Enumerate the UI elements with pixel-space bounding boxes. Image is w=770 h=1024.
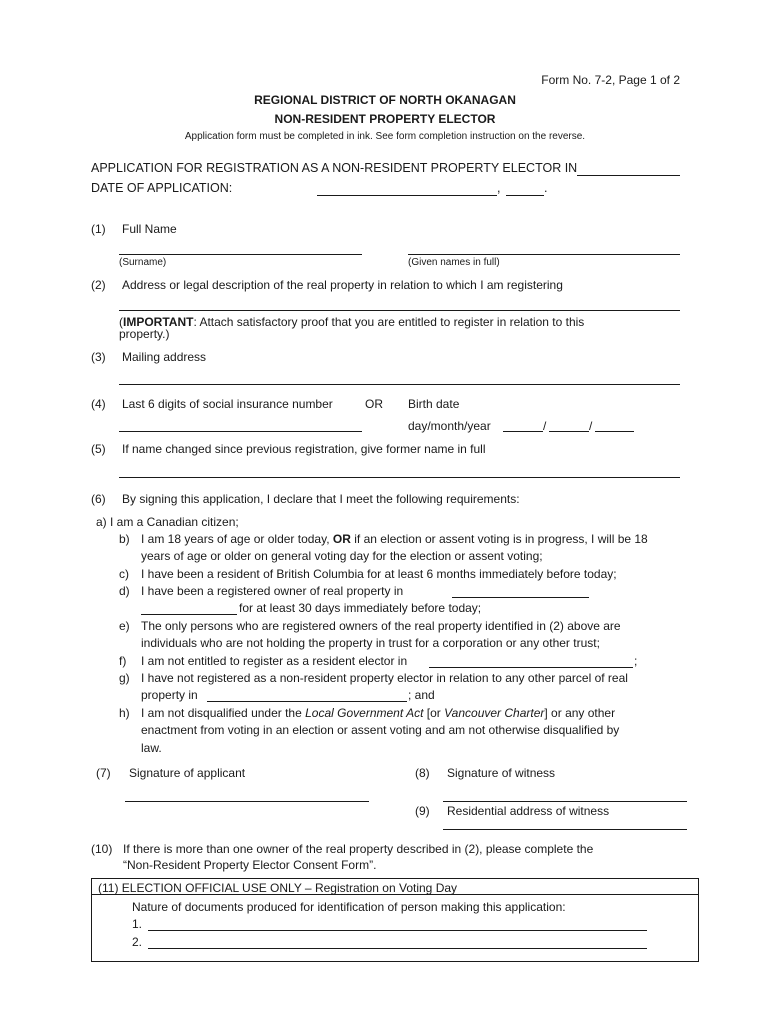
requirement-d: I have been a registered owner of real property in [141,584,404,598]
ink-instruction: Application form must be completed in ink. See form completion instruction on the reverse. [184,131,586,142]
requirement-d-letter: d) [119,584,130,598]
sin-field[interactable] [119,431,362,432]
witness-signature-label: Signature of witness [447,766,556,780]
application-title: APPLICATION FOR REGISTRATION AS A NON-RESIDENT PROPERTY ELECTOR IN [91,161,578,175]
property-address-field[interactable] [119,310,680,311]
section-9-number: (9) [415,804,430,818]
section-10-number: (10) [91,842,113,856]
section-7-number: (7) [96,766,111,780]
requirement-e: The only persons who are registered owners of the real property identified in (2) above are [141,619,621,633]
section-8-number: (8) [415,766,430,780]
birth-slash-2: / [589,419,593,433]
or-label: OR [365,397,383,411]
declaration-label: By signing this application, I declare that I meet the following requirements: [122,492,520,506]
requirement-h-letter: h) [119,706,130,720]
section-1-number: (1) [91,222,106,236]
requirement-h-end: law. [141,741,162,755]
identification-documents-label: Nature of documents produced for identification of person making this application: [132,900,566,914]
surname-caption: (Surname) [119,257,167,268]
form-title: NON-RESIDENT PROPERTY ELECTOR [274,112,496,126]
requirement-d-cont: for at least 30 days immediately before today; [239,601,482,615]
birth-slash-1: / [543,419,547,433]
requirement-g-letter: g) [119,671,130,685]
requirement-b-letter: b) [119,532,130,546]
property-address-label: Address or legal description of the real property in relation to which I am registering [122,278,563,292]
requirement-h-cont: enactment from voting in an election or assent voting and am not otherwise disqualified by [141,723,620,737]
witness-address-label: Residential address of witness [447,804,610,818]
former-name-field[interactable] [119,477,680,478]
mailing-address-label: Mailing address [122,350,207,364]
document-1-number: 1. [132,917,143,931]
document-1-field[interactable] [148,930,647,931]
applicant-signature-label: Signature of applicant [129,766,246,780]
requirement-f-end: ; [634,654,638,668]
full-name-label: Full Name [122,222,177,236]
date-year-field[interactable] [506,195,544,196]
requirement-g-end: ; and [408,688,435,702]
requirement-g: I have not registered as a non-resident property elector in relation to any other parcel of real [141,671,628,685]
election-official-header: (11) ELECTION OFFICIAL USE ONLY – Registration on Voting Day [98,881,458,895]
section-5-number: (5) [91,442,106,456]
given-names-caption: (Given names in full) [408,257,500,268]
birth-year-field[interactable] [595,431,634,432]
birth-date-label: Birth date [408,397,460,411]
owner-jurisdiction-field[interactable] [452,597,589,598]
consent-form-reference: “Non-Resident Property Elector Consent Form”. [123,858,377,872]
requirement-g-cont: property in [141,688,198,702]
other-parcel-field[interactable] [207,701,407,702]
section-4-number: (4) [91,397,106,411]
requirement-e-letter: e) [119,619,130,633]
document-2-field[interactable] [148,948,647,949]
requirement-c: I have been a resident of British Columbia for at least 6 months immediately before today; [141,567,617,581]
mailing-address-field[interactable] [119,384,680,385]
document-2-number: 2. [132,935,143,949]
date-comma: , [497,181,501,195]
former-name-label: If name changed since previous registration, give former name in full [122,442,486,456]
owner-jurisdiction-field-cont[interactable] [141,614,237,615]
day-month-year-label: day/month/year [408,419,491,433]
requirement-h: I am not disqualified under the Local Government Act [or Vancouver Charter] or any other [141,706,616,720]
given-names-field[interactable] [408,254,680,255]
date-period: . [544,181,548,195]
requirement-b: I am 18 years of age or older today, OR if an election or assent voting is in progress, I will be 18 [141,532,648,546]
surname-field[interactable] [119,254,362,255]
requirement-b-cont: years of age or older on general voting day for the election or assent voting; [141,549,543,563]
requirement-a: a) I am a Canadian citizen; [96,515,239,529]
witness-address-field[interactable] [443,829,687,830]
birth-day-field[interactable] [503,431,543,432]
requirement-f: I am not entitled to register as a resident elector in [141,654,408,668]
requirement-f-letter: f) [119,654,127,668]
sin-label: Last 6 digits of social insurance number [122,397,333,411]
date-label: DATE OF APPLICATION: [91,181,233,195]
birth-month-field[interactable] [549,431,589,432]
date-month-day-field[interactable] [317,195,497,196]
requirement-e-cont: individuals who are not holding the property in trust for a corporation or any other trust; [141,636,600,650]
organization-name: REGIONAL DISTRICT OF NORTH OKANAGAN [254,93,516,107]
applicant-signature-field[interactable] [125,801,369,802]
section-2-number: (2) [91,278,106,292]
form-number: Form No. 7-2, Page 1 of 2 [541,73,680,87]
section-3-number: (3) [91,350,106,364]
resident-jurisdiction-field[interactable] [429,667,633,668]
witness-signature-field[interactable] [443,801,687,802]
requirement-c-letter: c) [119,567,129,581]
section-6-number: (6) [91,492,106,506]
important-note: (IMPORTANT: Attach satisfactory proof that you are entitled to register in relation to this [119,315,585,329]
multiple-owners-note: If there is more than one owner of the real property described in (2), please complete the [123,842,594,856]
important-note-cont: property.) [119,327,170,341]
electoral-area-field[interactable] [577,175,680,176]
